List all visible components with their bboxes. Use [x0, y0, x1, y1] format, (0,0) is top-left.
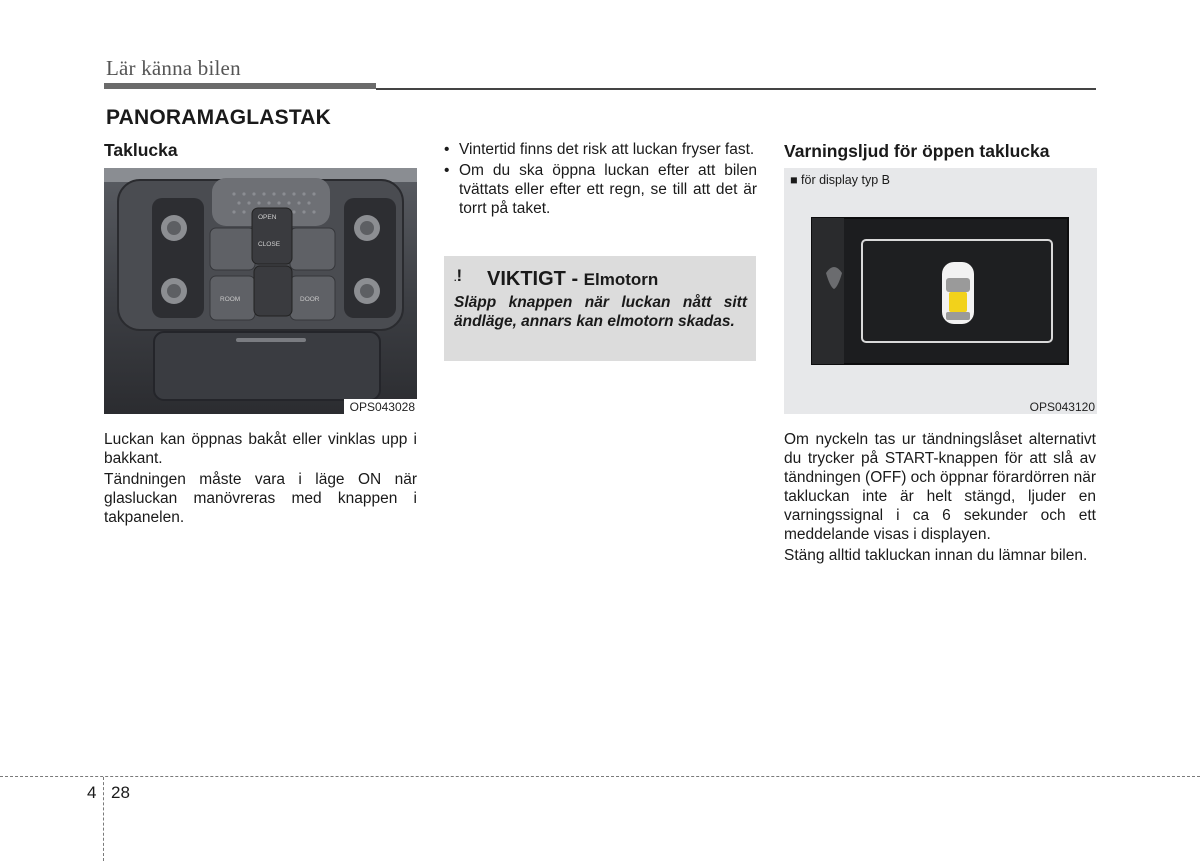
paragraph: Luckan kan öppnas bakåt eller vinklas upp i bakkant. — [104, 431, 417, 467]
panel-label-close: CLOSE — [258, 241, 281, 248]
image-code: OPS043028 — [344, 399, 417, 414]
col1-heading: Taklucka — [104, 140, 178, 160]
warning-title: VIKTIGT - Elmotorn — [487, 268, 659, 290]
warning-text: Släpp knappen när luckan nått sitt ändläge, annars kan elmotorn skadas. — [454, 294, 747, 330]
footer-divider — [103, 777, 104, 861]
col1-text — [104, 430, 417, 527]
footer-rule — [0, 776, 1200, 777]
page-chapter-number: 4 — [87, 783, 97, 802]
header-rule-thick — [104, 83, 376, 89]
display-note: ■ för display typ B — [790, 173, 890, 187]
list-item: • Om du ska öppna luckan efter att bilen tvättats eller efter ett regn, se till att det är torrt på taket. — [444, 161, 757, 218]
display-illustration — [784, 168, 1097, 414]
list-item: • Vintertid finns det risk att luckan fryser fast. — [444, 140, 757, 159]
roof-console-illustration — [104, 168, 417, 414]
header-rule-thin — [376, 88, 1096, 90]
image-code: OPS043120 — [1029, 400, 1095, 414]
paragraph: Stäng alltid takluckan innan du lämnar bilen. — [784, 547, 1088, 564]
paragraph: Tändningen måste vara i läge ON när glasluckan manövreras med knappen i takpanelen. — [104, 471, 417, 526]
col3-heading: Varningsljud för öppen taklucka — [784, 141, 1050, 161]
col2-bullets — [444, 140, 757, 220]
warning-icon: .! — [454, 266, 463, 285]
panel-label-room: ROOM — [220, 296, 241, 303]
panel-label-open: OPEN — [258, 214, 277, 221]
page-number: 28 — [111, 783, 130, 802]
paragraph: Om nyckeln tas ur tändningslåset alternativt du trycker på START-knappen för att slå av tändningen (OFF) och öppnar förardörren när takluckan inte är helt stängd, ljuder en varningssignal i ca 6 sekunder och ett meddelande visas i displayen. — [784, 431, 1096, 543]
panel-label-door: DOOR — [300, 296, 320, 303]
chapter-title: Lär känna bilen — [106, 56, 241, 80]
section-title: PANORAMAGLASTAK — [106, 106, 332, 129]
roof-console-photo — [104, 168, 417, 414]
col3-text — [784, 430, 1096, 565]
display-photo — [784, 168, 1097, 414]
